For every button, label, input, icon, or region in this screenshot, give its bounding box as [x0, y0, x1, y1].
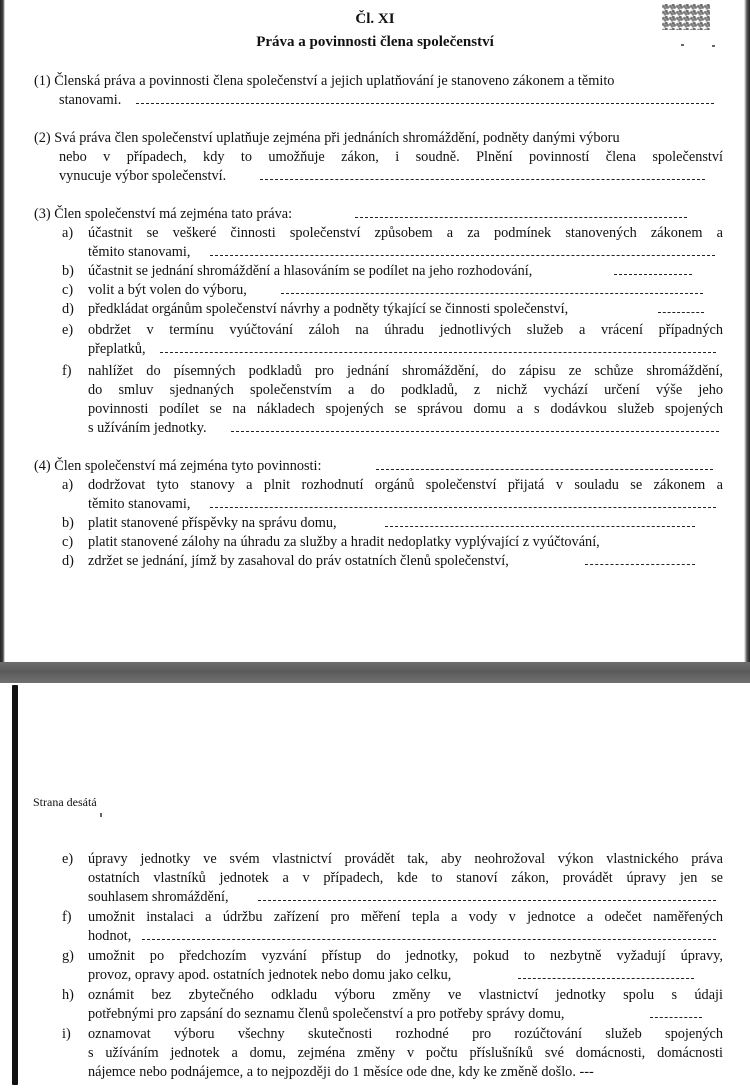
item-marker: a): [62, 477, 74, 493]
item-3b-line1: účastnit se jednání shromáždění a hlasováním se podílet na jeho rozhodování,: [88, 263, 533, 279]
item-marker: d): [62, 553, 74, 569]
item-marker: c): [62, 534, 74, 550]
item-marker: g): [62, 948, 74, 964]
dash-filler: [614, 274, 692, 275]
dash-filler: [231, 431, 719, 432]
item-marker: a): [62, 225, 74, 241]
para1-line2: stanovami.: [59, 92, 122, 108]
item-marker: i): [62, 1026, 71, 1042]
item-e-line1: úpravy jednotky ve svém vlastnictví provádět tak, aby neohrožoval výkon vlastnického práva: [88, 851, 723, 867]
item-h-line2: potřebnými pro zapsání do seznamu členů společenství a pro potřeby správy domu,: [88, 1006, 565, 1022]
item-f-line2: hodnot,: [88, 928, 132, 944]
dash-filler: [518, 978, 694, 979]
item-f-line1: umožnit instalaci a údržbu zařízení pro měření tepla a vody v jednotce a odečet naměřených: [88, 909, 723, 925]
article-number: Čl. XI: [355, 11, 395, 27]
para1-line1: (1) Členská práva a povinnosti člena společenství a jejich uplatňování je stanoveno zákonem a těmito: [34, 73, 615, 89]
scan-edge-left: [0, 0, 5, 662]
item-3e-line2: přeplatků,: [88, 341, 146, 357]
para2-line3: vynucuje výbor společenství.: [59, 168, 227, 184]
item-i-line2: s užíváním jednotek a domu, zejména změny v počtu příslušníků své domácnosti, domácnosti: [88, 1045, 723, 1061]
item-3f-line2: do smluv sjednaných společenstvím a do podkladů, z nichž vychází určení výše jeho: [88, 382, 723, 398]
dash-filler: [260, 179, 705, 180]
item-4b-line1: platit stanovené příspěvky na správu domu,: [88, 515, 337, 531]
dash-filler: [258, 900, 716, 901]
dash-filler: [210, 507, 716, 508]
item-marker: b): [62, 515, 74, 531]
para4-intro: (4) Člen společenství má zejména tyto povinnosti:: [34, 458, 322, 474]
dash-filler: [210, 255, 715, 256]
item-g-line2: provoz, opravy apod. ostatních jednotek nebo domu jako celku,: [88, 967, 452, 983]
scan-edge-right: [744, 0, 750, 662]
para3-intro: (3) Člen společenství má zejména tato práva:: [34, 206, 293, 222]
item-e-line2: ostatních vlastníků jednotek a v případech, kde to stanoví zákon, provádět úpravy jen se: [88, 870, 723, 886]
item-4c-line1: platit stanovené zálohy na úhradu za služby a hradit nedoplatky vyplývající z vyúčtování,: [88, 534, 600, 550]
item-marker: e): [62, 851, 74, 867]
item-marker: b): [62, 263, 74, 279]
item-3f-line1: nahlížet do písemných podkladů pro jednání shromáždění, do zápisu ze schůze shromáždění,: [88, 363, 723, 379]
item-marker: h): [62, 987, 74, 1003]
dash-filler: [355, 217, 687, 218]
scan-speck: [100, 813, 102, 817]
scan-margin-shadow: [12, 685, 18, 1085]
item-i-line1: oznamovat výboru všechny skutečnosti rozhodné pro rozúčtování služeb spojených: [88, 1026, 723, 1042]
document-page-2: [0, 683, 750, 1088]
article-title: Práva a povinnosti člena společenství: [256, 34, 494, 50]
item-3a-line2: těmito stanovami,: [88, 244, 191, 260]
item-h-line1: oznámit bez zbytečného odkladu výboru změny ve vlastnictví jednotky spolu s údaji: [88, 987, 723, 1003]
dash-filler: [585, 564, 695, 565]
dash-filler: [650, 1017, 702, 1018]
item-3a-line1: účastnit se veškeré činnosti společenství způsobem a za podmínek stanovených zákonem a: [88, 225, 723, 241]
item-e-line3: souhlasem shromáždění,: [88, 889, 229, 905]
item-i-line3: nájemce nebo podnájemce, a to nejpozději do 1 měsíce ode dne, kdy ke změně došlo. ---: [88, 1064, 594, 1080]
para2-line1: (2) Svá práva člen společenství uplatňuje zejména při jednáních shromáždění, podněty danými výboru: [34, 130, 620, 146]
item-marker: e): [62, 322, 74, 338]
dash-filler: [142, 939, 716, 940]
page-gap: [0, 662, 750, 683]
dash-filler: [281, 293, 703, 294]
page-label: Strana desátá: [33, 795, 97, 809]
item-marker: c): [62, 282, 74, 298]
item-3f-line4: s užíváním jednotky.: [88, 420, 207, 436]
dash-filler: [160, 352, 716, 353]
dash-filler: [376, 469, 713, 470]
item-3d-line1: předkládat orgánům společenství návrhy a podněty týkající se činnosti společenství,: [88, 301, 569, 317]
item-4a-line2: těmito stanovami,: [88, 496, 191, 512]
item-4a-line1: dodržovat tyto stanovy a plnit rozhodnutí orgánů společenství přijatá v souladu se zákonem a: [88, 477, 723, 493]
item-g-line1: umožnit po předchozím vyzvání přístup do jednotky, pokud to nezbytně vyžadují úpravy,: [88, 948, 723, 964]
para2-line2: nebo v případech, kdy to umožňuje zákon, i soudně. Plnění povinností člena společenství: [59, 149, 723, 165]
item-4d-line1: zdržet se jednání, jímž by zasahoval do práv ostatních členů společenství,: [88, 553, 509, 569]
dash-filler: [136, 103, 714, 104]
dash-filler: [658, 312, 704, 313]
item-marker: d): [62, 301, 74, 317]
item-3e-line1: obdržet v termínu vyúčtování záloh na úhradu jednotlivých služeb a vrácení případných: [88, 322, 723, 338]
item-3c-line1: volit a být volen do výboru,: [88, 282, 247, 298]
dash-filler: [385, 526, 695, 527]
item-3f-line3: povinnosti podílet se na nákladech spojených se správou domu a s dodávkou služeb spojených: [88, 401, 723, 417]
item-marker: f): [62, 363, 72, 379]
item-marker: f): [62, 909, 72, 925]
